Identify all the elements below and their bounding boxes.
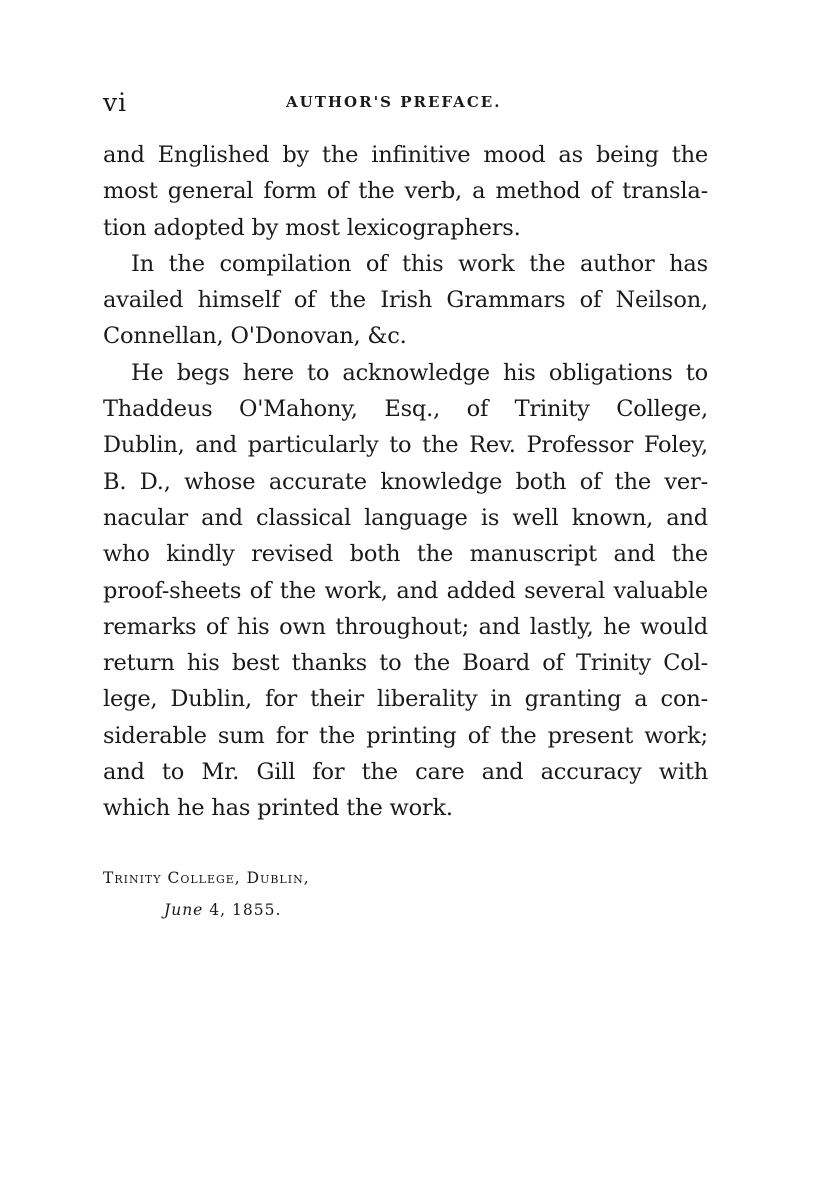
text-line: most general form of the verb, a method of transla- bbox=[103, 178, 708, 205]
text-line: nacular and classical language is well known, and bbox=[103, 504, 708, 531]
text-line: Dublin, and particularly to the Rev. Professor Foley, bbox=[103, 432, 708, 459]
signature-block bbox=[103, 866, 310, 922]
page-number: vi bbox=[103, 88, 128, 117]
text-line: and to Mr. Gill for the care and accuracy with bbox=[103, 759, 708, 786]
text-line: remarks of his own throughout; and lastly, he would bbox=[103, 613, 708, 640]
text-line: return his best thanks to the Board of Trinity Col- bbox=[103, 650, 708, 677]
text-line: who kindly revised both the manuscript and the bbox=[103, 541, 708, 568]
running-head-title: AUTHOR'S PREFACE. bbox=[286, 93, 502, 111]
text-line: In the compilation of this work the author has bbox=[131, 250, 708, 277]
text-line: B. D., whose accurate knowledge both of the ver- bbox=[103, 468, 708, 495]
text-line: and Englished by the infinitive mood as being the bbox=[103, 142, 708, 168]
running-head bbox=[103, 88, 708, 118]
text-line: lege, Dublin, for their liberality in granting a con- bbox=[103, 686, 708, 713]
preface-body bbox=[103, 137, 708, 827]
signature-day-year: 4, 1855. bbox=[203, 901, 282, 919]
text-line: siderable sum for the printing of the present work; bbox=[103, 722, 708, 749]
text-line: which he has printed the work. bbox=[103, 795, 453, 822]
text-line: tion adopted by most lexicographers. bbox=[103, 214, 521, 241]
text-line: He begs here to acknowledge his obligations to bbox=[131, 359, 708, 386]
signature-month: June bbox=[164, 901, 204, 919]
text-line: proof-sheets of the work, and added several valuable bbox=[103, 577, 708, 604]
text-line: Thaddeus O'Mahony, Esq., of Trinity College, bbox=[103, 396, 708, 423]
signature-date bbox=[164, 898, 310, 922]
text-line: Connellan, O'Donovan, &c. bbox=[103, 323, 407, 350]
signature-place: Trinity College, Dublin, bbox=[103, 869, 310, 887]
text-line: availed himself of the Irish Grammars of Neilson, bbox=[103, 287, 708, 314]
